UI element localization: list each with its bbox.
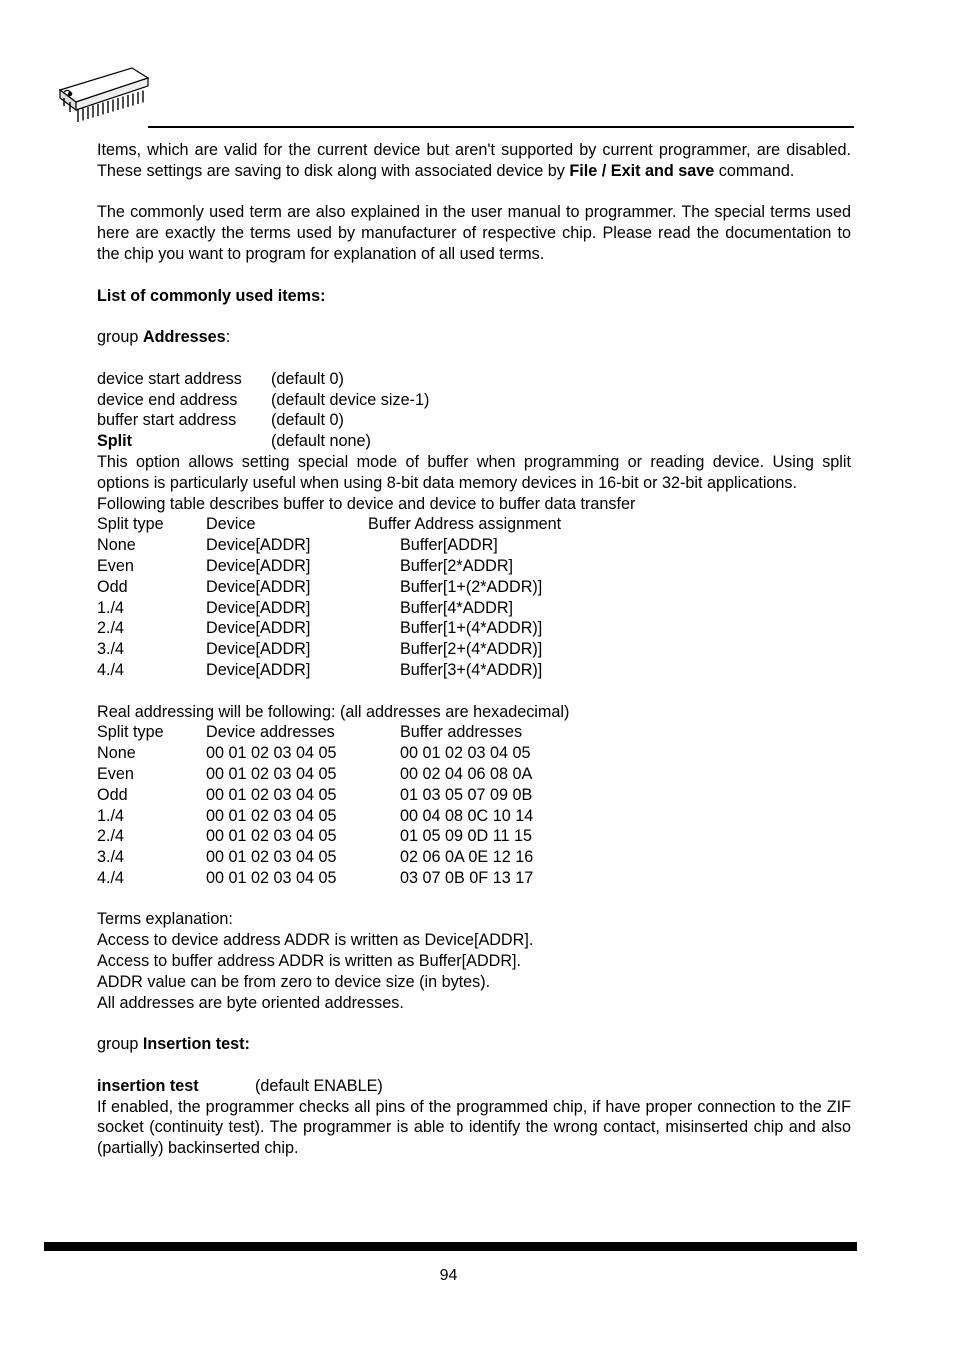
table-row: 1./4 00 01 02 03 04 05 00 04 08 0C 10 14 <box>97 806 534 825</box>
split-description: This option allows setting special mode of buffer when programming or reading device. Using split options is particularly useful when using 8-bit data memory devices in 16-bit or 32-bit applications. <box>97 452 851 492</box>
table-row: Odd 00 01 02 03 04 05 01 03 05 07 09 0B <box>97 785 533 804</box>
table-row: 4./4 00 01 02 03 04 05 03 07 0B 0F 13 17 <box>97 868 534 887</box>
table-row: None 00 01 02 03 04 05 00 01 02 03 04 05 <box>97 744 531 763</box>
list-item: device end address (default device size-1) <box>97 390 430 409</box>
dip-chip-icon <box>56 64 152 136</box>
list-item: All addresses are byte oriented addresses. <box>97 993 404 1012</box>
list-item: ADDR value can be from zero to device size (in bytes). <box>97 972 491 991</box>
table-row: 1./4 Device[ADDR] Buffer[4*ADDR] <box>97 598 514 617</box>
page-number: 94 <box>439 1267 458 1284</box>
table-row: 3./4 00 01 02 03 04 05 02 06 0A 0E 12 16 <box>97 848 534 867</box>
insertion-test-item: insertion test (default ENABLE) <box>97 1076 383 1095</box>
address-items <box>97 369 851 452</box>
table1-intro: Following table describes buffer to device and device to buffer data transfer <box>97 494 636 513</box>
table-row: 4./4 Device[ADDR] Buffer[3+(4*ADDR)] <box>97 660 543 679</box>
table-row: 3./4 Device[ADDR] Buffer[2+(4*ADDR)] <box>97 640 543 659</box>
table-row: 2./4 00 01 02 03 04 05 01 05 09 0D 11 15 <box>97 827 533 846</box>
list-item: Terms explanation: <box>97 910 233 929</box>
table-row: Even 00 01 02 03 04 05 00 02 04 06 08 0A <box>97 764 533 783</box>
table2-intro: Real addressing will be following: (all addresses are hexadecimal) <box>97 702 570 721</box>
table-row: None Device[ADDR] Buffer[ADDR] <box>97 536 498 555</box>
list-item: Access to buffer address ADDR is written as Buffer[ADDR]. <box>97 952 522 971</box>
table-header-row: Split type Device addresses Buffer addresses <box>97 723 523 742</box>
list-item: device start address (default 0) <box>97 369 344 388</box>
table-row: Even Device[ADDR] Buffer[2*ADDR] <box>97 556 514 575</box>
split-assignment-table <box>97 514 851 680</box>
group-addresses-heading: group Addresses: <box>97 328 231 347</box>
table-header-row: Split type Device Buffer Address assignment <box>97 515 562 534</box>
real-addressing-table <box>97 722 851 888</box>
intro-paragraph: Items, which are valid for the current device but aren't supported by current programmer, are disabled. These settings are saving to disk along with associated device by File / Exit and save command. <box>97 141 851 180</box>
list-item: buffer start address (default 0) <box>97 411 344 430</box>
list-item: Split (default none) <box>97 432 371 451</box>
terms-explanation <box>97 909 851 1013</box>
group-insertion-heading: group Insertion test: <box>97 1035 250 1054</box>
footer-rule <box>44 1242 857 1251</box>
list-item: Access to device address ADDR is written as Device[ADDR]. <box>97 931 534 950</box>
table-row: 2./4 Device[ADDR] Buffer[1+(4*ADDR)] <box>97 619 543 638</box>
header-rule <box>148 126 854 128</box>
insertion-test-description: If enabled, the programmer checks all pins of the programmed chip, if have proper connection to the ZIF socket (continuity test). The programmer is able to identify the wrong contact, misinserted chip and also (partially) backinserted chip. <box>97 1097 851 1158</box>
table-row: Odd Device[ADDR] Buffer[1+(2*ADDR)] <box>97 577 543 596</box>
page-body <box>97 140 851 1159</box>
terms-paragraph: The commonly used term are also explained in the user manual to programmer. The special terms used here are exactly the terms used by manufacturer of respective chip. Please read the documentation to the chip you want to program for explanation of all used terms. <box>97 203 851 263</box>
list-heading: List of commonly used items: <box>97 286 326 305</box>
